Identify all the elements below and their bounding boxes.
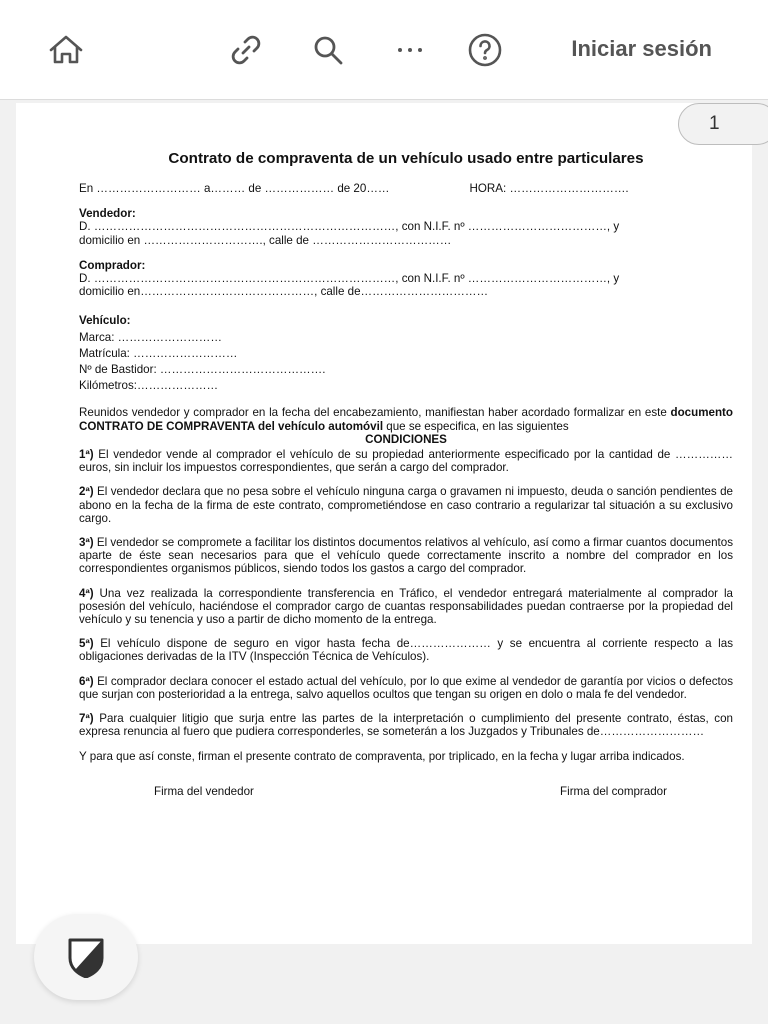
login-button[interactable]: Iniciar sesión	[571, 36, 712, 61]
condition-5	[79, 637, 733, 663]
condition-5-text: El vehículo dispone de seguro en vigor hasta fecha de………………… y se encuentra al corriente respecto a las obligaciones derivadas de la ITV (Inspección Técnica de Vehículos).	[79, 637, 733, 664]
intro-pre: Reunidos vendedor y comprador en la fecha del encabezamiento, manifiestan haber acordado formalizar en este	[79, 406, 671, 420]
firma-comprador: Firma del comprador	[560, 784, 667, 798]
home-icon[interactable]	[44, 28, 88, 72]
condition-4-number: 4ª)	[79, 586, 94, 600]
hora-text: HORA: ………………………….	[469, 182, 629, 195]
condition-2-text: El vendedor declara que no pesa sobre el vehículo ninguna carga o gravamen ni impuesto, deuda o sanción pendientes de abono en la fecha de la firma de este contrato, comprometiéndose en caso contrario a regularizar tal situación a su exclusivo cargo.	[79, 485, 733, 525]
comprador-line-2: domicilio en………………………………………, calle de……………………………	[79, 285, 489, 299]
intro-bold: documento CONTRATO DE COMPRAVENTA del vehículo automóvil	[79, 406, 733, 433]
conditions-title: CONDICIONES	[365, 432, 447, 446]
condition-6	[79, 675, 733, 701]
condition-3	[79, 536, 733, 576]
condition-3-number: 3ª)	[79, 536, 94, 550]
vehiculo-bastidor: Nº de Bastidor: …………………………………….	[79, 363, 326, 377]
date-line	[79, 182, 733, 195]
search-icon[interactable]	[306, 28, 350, 72]
top-bar	[0, 0, 768, 100]
vehiculo-km: Kilómetros:…………………	[79, 379, 219, 393]
vehiculo-label: Vehículo:	[79, 314, 131, 328]
more-icon[interactable]	[388, 28, 432, 72]
condition-7-text: Para cualquier litigio que surja entre las partes de la interpretación o cumplimiento del presente contrato, éstas, con expresa renuncia al fuero que pudiera corresponderles, se someterán a los Juzgados y Tribunales de………………………	[79, 712, 733, 739]
vehiculo-marca: Marca: ………………………	[79, 330, 222, 344]
comprador-label: Comprador:	[79, 258, 146, 272]
condition-7	[79, 712, 733, 738]
condition-1-text: El vendedor vende al comprador el vehículo de su propiedad anteriormente especificado por la cantidad de …………… euros, sin incluir los impuestos correspondientes, que serán a cargo del comprador.	[79, 448, 733, 475]
document-title: Contrato de compraventa de un vehículo usado entre particulares	[168, 150, 644, 167]
condition-2	[79, 485, 733, 525]
intro-paragraph	[79, 406, 733, 432]
condition-4	[79, 587, 733, 627]
help-icon[interactable]	[463, 28, 507, 72]
condition-6-text: El comprador declara conocer el estado actual del vehículo, por lo que exime al vendedor de garantía por vicios o defectos que surjan con posterioridad a la entrega, salvo aquellos ocultos que tengan su origen en dolo o mala fe del vendedor.	[79, 674, 733, 701]
vendedor-line-2: domicilio en …………………………., calle de ………………………………	[79, 233, 452, 247]
document-content	[79, 150, 733, 798]
condition-1-number: 1ª)	[79, 448, 94, 462]
comprador-line-1: D. ……………………………………………………………………, con N.I.F. nº ………………………………, y	[79, 272, 620, 286]
vehiculo-matricula: Matrícula: ………………………	[79, 346, 238, 360]
condition-3-text: El vendedor se compromete a facilitar los distintos documentos relativos al vehículo, así como a firmar cuantos documentos aparte de éste sean necesarios para que el vehículo quede correctamente inscrito a nombre del comprador en los correspondientes organismos públicos, siendo todos los gastos a cargo del comprador.	[79, 536, 733, 576]
signatures-row	[79, 785, 733, 798]
link-icon[interactable]	[224, 28, 268, 72]
vendedor-line-1: D. ……………………………………………………………………, con N.I.F. nº ………………………………, y	[79, 220, 620, 234]
date-text: En ……………………… a……… de ……………… de 20……	[79, 182, 390, 195]
firma-vendedor: Firma del vendedor	[154, 784, 254, 798]
condition-5-number: 5ª)	[79, 637, 94, 651]
condition-1	[79, 448, 733, 474]
closing-paragraph: Y para que así conste, firman el presente contrato de compraventa, por triplicado, en la fecha y lugar arriba indicados.	[79, 749, 685, 763]
shield-icon	[66, 936, 106, 978]
page-number-indicator: 1	[678, 103, 768, 145]
vendedor-label: Vendedor:	[79, 207, 136, 221]
condition-4-text: Una vez realizada la correspondiente transferencia en Tráfico, el vendedor entregará materialmente al comprador la posesión del vehículo, haciéndose el comprador cargo de cuantas responsabilidades puedan contraerse por la propiedad del vehículo y su tenencia y uso a partir de dicho momento de la entrega.	[79, 586, 733, 627]
condition-6-number: 6ª)	[79, 674, 94, 688]
condition-7-number: 7ª)	[79, 712, 94, 726]
condition-2-number: 2ª)	[79, 485, 94, 499]
floating-shield-button[interactable]	[34, 914, 138, 1000]
intro-post: que se especifica, en las siguientes	[383, 419, 569, 433]
